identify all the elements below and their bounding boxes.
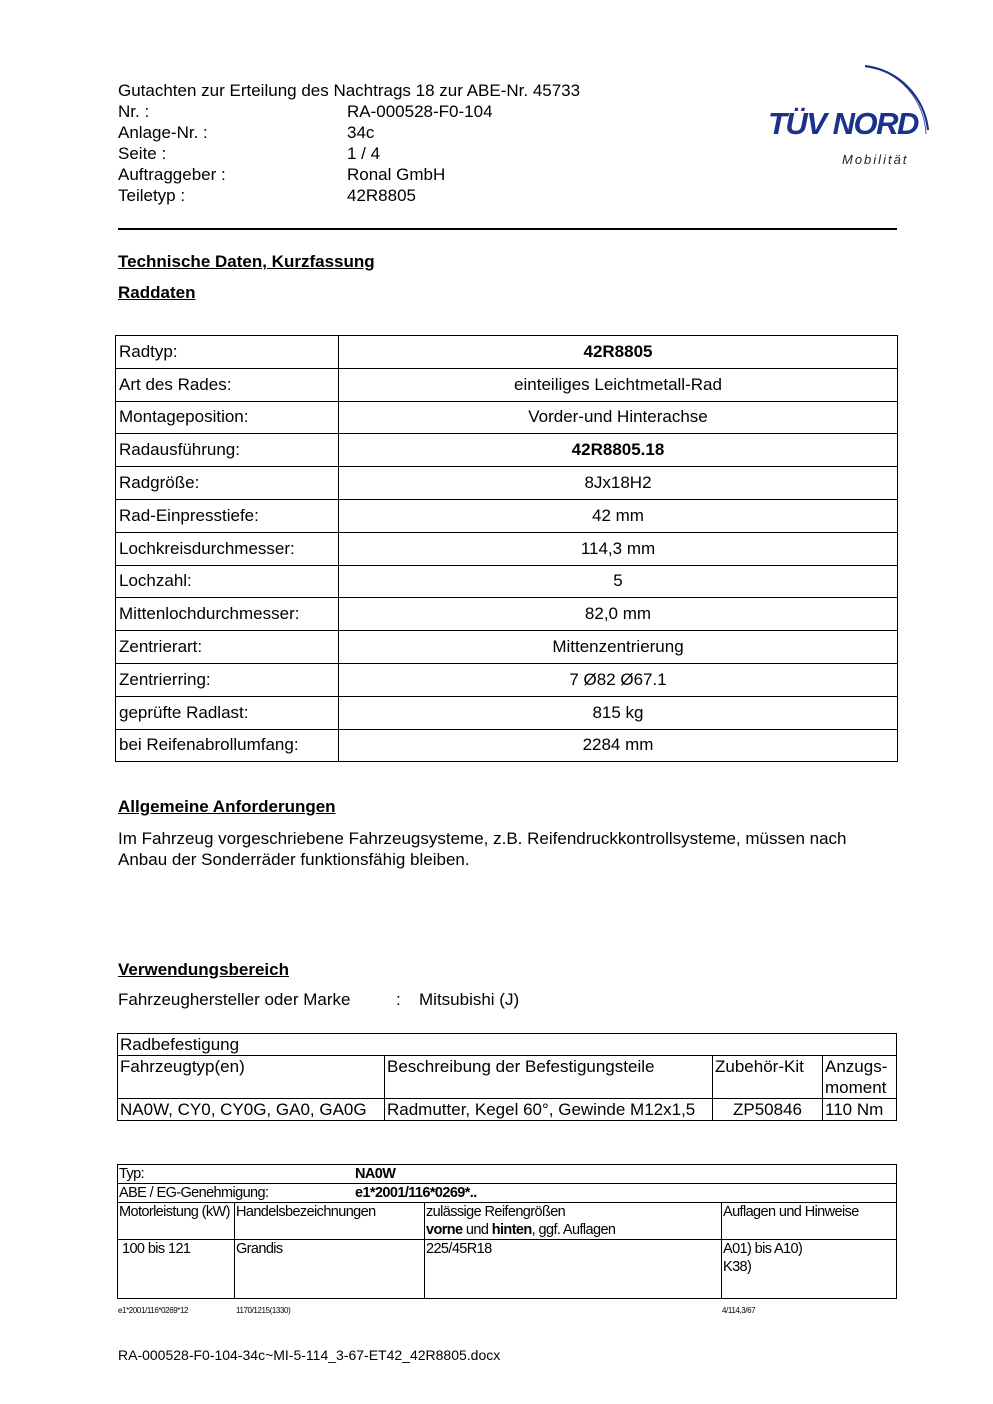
wheel-data-value: 42R8805.18	[339, 434, 898, 467]
typ-header-auflagen: Auflagen und Hinweise	[722, 1203, 897, 1240]
wheel-data-value: 114,3 mm	[339, 532, 898, 565]
header-field-teiletyp	[118, 185, 580, 206]
section-heading-verwendung: Verwendungsbereich	[118, 960, 289, 979]
header-label: Auftraggeber :	[118, 165, 226, 184]
header-divider	[118, 228, 897, 230]
wheel-data-label: Radtyp:	[116, 336, 339, 369]
wheel-data-row	[116, 663, 898, 696]
typ-cell-reifen: 225/45R18	[425, 1240, 722, 1299]
fastening-header-cell: Fahrzeugtyp(en)	[118, 1056, 385, 1099]
wheel-data-value: 5	[339, 565, 898, 598]
header-field-nr	[118, 101, 580, 122]
wheel-data-row	[116, 532, 898, 565]
wheel-data-row	[116, 336, 898, 369]
wheel-data-label: geprüfte Radlast:	[116, 696, 339, 729]
wheel-data-row	[116, 631, 898, 664]
wheel-data-label: Mittenlochdurchmesser:	[116, 598, 339, 631]
document-header	[118, 80, 580, 206]
document-filename: RA-000528-F0-104-34c~MI-5-114_3-67-ET42_42R8805.docx	[118, 1347, 501, 1363]
wheel-data-row	[116, 368, 898, 401]
wheel-data-label: Zentrierring:	[116, 663, 339, 696]
wheel-data-table	[115, 335, 898, 762]
wheel-data-row	[116, 467, 898, 500]
header-field-auftraggeber	[118, 164, 580, 185]
vehicle-manufacturer-line	[118, 990, 519, 1010]
header-label: Teiletyp :	[118, 186, 186, 205]
fastening-cell: NA0W, CY0, CY0G, GA0, GA0G	[118, 1099, 385, 1121]
header-value: RA-000528-F0-104	[347, 102, 493, 121]
wheel-data-row	[116, 565, 898, 598]
footnote-bolt: 4/114,3/67	[722, 1306, 756, 1315]
fastening-header-cell: Beschreibung der Befestigungsteile	[385, 1056, 713, 1099]
fastening-cell: ZP50846	[713, 1099, 823, 1121]
footnote-approval: e1*2001/116*0269*12	[118, 1306, 189, 1315]
wheel-data-row	[116, 499, 898, 532]
typ-cell-auflagen: A01) bis A10) K38)	[722, 1240, 897, 1299]
wheel-fastening-table	[117, 1033, 897, 1121]
wheel-data-label: Radgröße:	[116, 467, 339, 500]
vehicle-type-table	[117, 1164, 897, 1299]
header-field-anlage	[118, 122, 580, 143]
wheel-data-row	[116, 401, 898, 434]
section-heading-allgemein: Allgemeine Anforderungen	[118, 797, 336, 816]
wheel-data-value: 42R8805	[339, 336, 898, 369]
manufacturer-value: Mitsubishi (J)	[419, 990, 520, 1009]
abe-label: ABE / EG-Genehmigung:	[119, 1185, 269, 1201]
section-heading-raddaten: Raddaten	[118, 283, 196, 302]
typ-header-handel: Handelsbezeichnungen	[235, 1203, 425, 1240]
logo-brand: TÜV NORD	[768, 106, 918, 141]
wheel-data-value: 82,0 mm	[339, 598, 898, 631]
fastening-cell: Radmutter, Kegel 60°, Gewinde M12x1,5	[385, 1099, 713, 1121]
typ-row	[118, 1240, 897, 1299]
fastening-row	[118, 1099, 897, 1121]
header-value: Ronal GmbH	[347, 165, 446, 184]
typ-cell-motor: 100 bis 121	[118, 1240, 235, 1299]
manufacturer-label: Fahrzeughersteller oder Marke	[118, 990, 351, 1009]
fastening-header-cell: Zubehör-Kit	[713, 1056, 823, 1099]
fastening-title: Radbefestigung	[118, 1034, 897, 1056]
wheel-data-row	[116, 434, 898, 467]
wheel-data-value: Mittenzentrierung	[339, 631, 898, 664]
manufacturer-separator: :	[396, 990, 401, 1009]
header-value: 34c	[347, 123, 375, 142]
document-title: Gutachten zur Erteilung des Nachtrags 18 zur ABE-Nr. 45733	[118, 81, 581, 100]
wheel-data-value: 2284 mm	[339, 729, 898, 762]
wheel-data-label: Rad-Einpresstiefe:	[116, 499, 339, 532]
fastening-cell: 110 Nm	[823, 1099, 897, 1121]
footnote-mass: 1170/1215(1330)	[236, 1306, 291, 1315]
wheel-data-value: 7 Ø82 Ø67.1	[339, 663, 898, 696]
logo-subtitle: Mobilität	[842, 152, 909, 167]
wheel-data-row	[116, 598, 898, 631]
header-value: 42R8805	[347, 186, 417, 205]
wheel-data-value: 8Jx18H2	[339, 467, 898, 500]
wheel-data-row	[116, 696, 898, 729]
allgemein-text: Im Fahrzeug vorgeschriebene Fahrzeugsysteme, z.B. Reifendruckkontrollsysteme, müssen nach Anbau der Sonderräder funktionsfähig bleiben.	[118, 829, 847, 869]
wheel-data-value: Vorder-und Hinterachse	[339, 401, 898, 434]
header-label: Anlage-Nr. :	[118, 123, 208, 142]
tuv-nord-logo	[760, 58, 940, 170]
typ-cell-handel: Grandis	[235, 1240, 425, 1299]
wheel-data-label: Montageposition:	[116, 401, 339, 434]
header-value: 1 / 4	[347, 144, 381, 163]
header-label: Seite :	[118, 144, 167, 163]
typ-header-motor: Motorleistung (kW)	[118, 1203, 235, 1240]
wheel-data-value: 42 mm	[339, 499, 898, 532]
fastening-header-cell: Anzugs-moment	[823, 1056, 897, 1099]
header-field-seite	[118, 143, 580, 164]
section-heading-tech: Technische Daten, Kurzfassung	[118, 252, 375, 271]
wheel-data-value: einteiliges Leichtmetall-Rad	[339, 368, 898, 401]
wheel-data-label: Lochzahl:	[116, 565, 339, 598]
typ-label: Typ:	[119, 1166, 144, 1182]
wheel-data-label: Lochkreisdurchmesser:	[116, 532, 339, 565]
wheel-data-label: Art des Rades:	[116, 368, 339, 401]
typ-value: NA0W	[355, 1166, 396, 1182]
wheel-data-label: Radausführung:	[116, 434, 339, 467]
wheel-data-label: Zentrierart:	[116, 631, 339, 664]
typ-header-reifen: zulässige Reifengrößen vorne und hinten, ggf. Auflagen	[425, 1203, 722, 1240]
abe-value: e1*2001/116*0269*..	[355, 1185, 477, 1201]
wheel-data-row	[116, 729, 898, 762]
wheel-data-value: 815 kg	[339, 696, 898, 729]
wheel-data-label: bei Reifenabrollumfang:	[116, 729, 339, 762]
header-label: Nr. :	[118, 102, 150, 121]
